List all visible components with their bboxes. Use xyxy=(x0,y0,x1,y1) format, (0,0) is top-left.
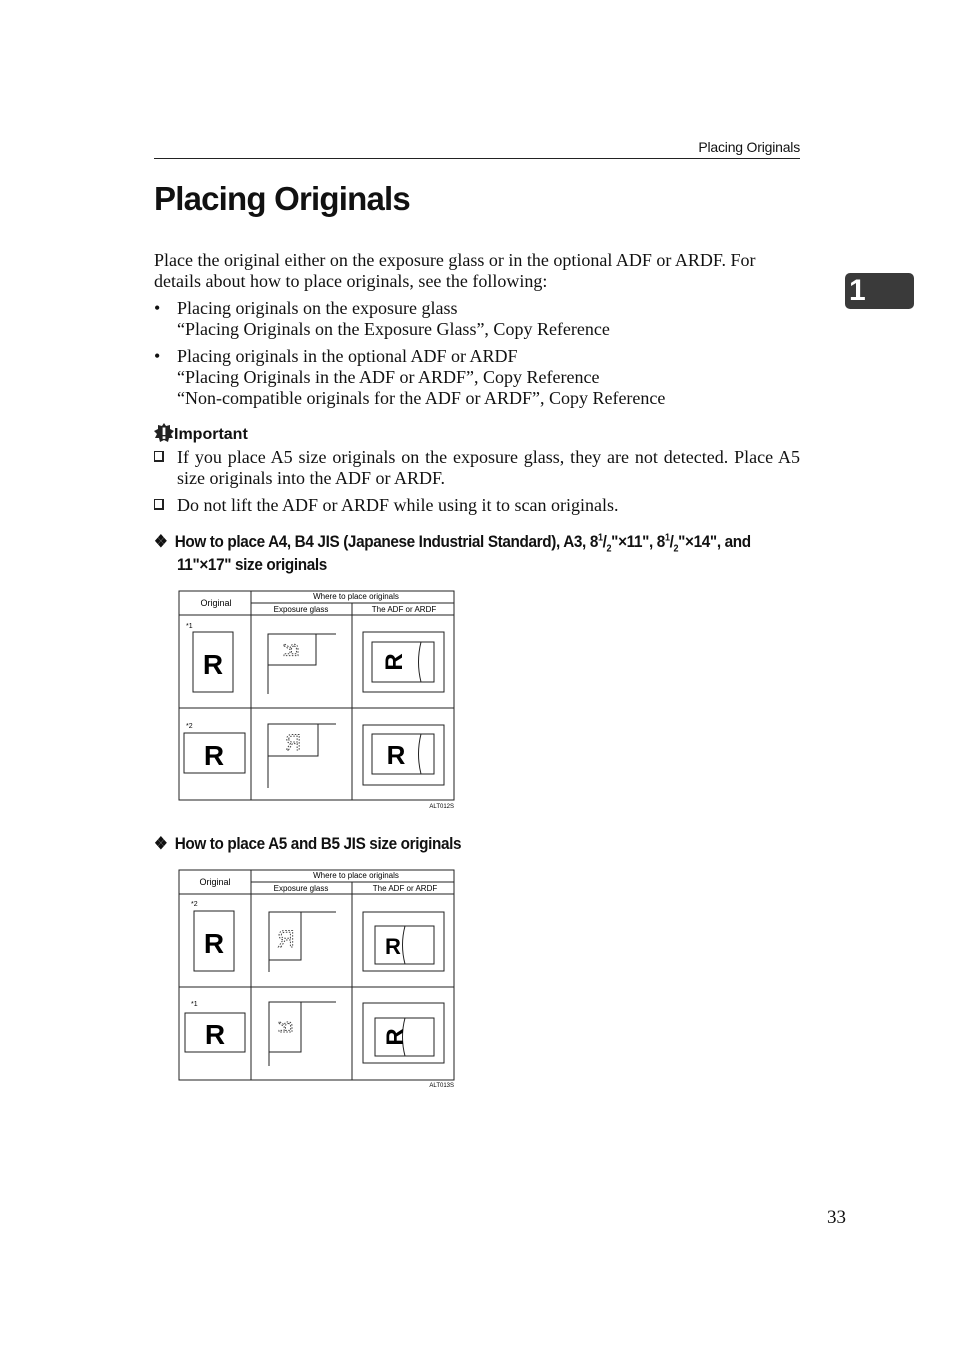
row-note: *1 xyxy=(191,1001,198,1008)
original-letter: R xyxy=(204,1019,226,1050)
header-original: Original xyxy=(200,598,232,608)
header-where: Where to place originals xyxy=(313,871,399,880)
adf-letter: R xyxy=(381,653,408,671)
bullet-item xyxy=(154,298,800,340)
adf-letter: R xyxy=(386,740,406,770)
note-text: If you place A5 size originals on the exposure glass, they are not detected. Place A5 size originals into the ADF or ARDF. xyxy=(177,447,800,488)
important-heading xyxy=(154,423,248,444)
col-adf: The ADF or ARDF xyxy=(372,884,438,893)
glass-letter-mirrored: R xyxy=(277,926,295,953)
diamond-bullet-icon: ❖ xyxy=(154,834,168,853)
original-letter: R xyxy=(203,740,225,771)
checkbox-icon xyxy=(154,451,164,462)
bullet-dot: • xyxy=(154,346,161,366)
row-note: *1 xyxy=(186,623,193,630)
col-exposure-glass: Exposure glass xyxy=(273,605,329,614)
original-letter: R xyxy=(203,928,225,959)
adf-letter: R xyxy=(382,1028,409,1046)
bullet-line: “Non-compatible originals for the ADF or ARDF”, Copy Reference xyxy=(177,388,666,408)
glass-letter-mirrored: R xyxy=(275,1020,295,1034)
bullet-line: “Placing Originals in the ADF or ARDF”, Copy Reference xyxy=(177,367,600,387)
page-number: 33 xyxy=(827,1207,846,1228)
chapter-tab: 1 xyxy=(845,273,914,309)
bullet-item xyxy=(154,346,800,409)
figure-placement-small xyxy=(178,869,458,1091)
note-item xyxy=(154,495,800,516)
running-header: Placing Originals xyxy=(698,139,800,155)
section-heading-large-sizes: ❖ How to place A4, B4 JIS (Japanese Industrial Standard), A3, $8^1/_2"\times 11$", $8^1/_2"\times 14$", and xyxy=(154,532,751,555)
col-exposure-glass: Exposure glass xyxy=(273,884,329,893)
page-title: Placing Originals xyxy=(154,180,410,217)
figure-code: ALT012S xyxy=(429,804,454,810)
figure-placement-large xyxy=(178,590,458,812)
header-original: Original xyxy=(199,877,231,887)
bullet-line: Placing originals in the optional ADF or ARDF xyxy=(177,346,518,366)
header-rule xyxy=(154,158,800,159)
bullet-line: Placing originals on the exposure glass xyxy=(177,298,458,318)
important-icon xyxy=(154,423,174,443)
figure-code: ALT013S xyxy=(429,1083,454,1089)
header-where: Where to place originals xyxy=(313,592,399,601)
section-heading-small-sizes: ❖ How to place A5 and B5 JIS size originals xyxy=(154,834,462,853)
section-heading-large-sizes-cont: 11"×17" size originals xyxy=(177,555,327,574)
bullet-line: “Placing Originals on the Exposure Glass”, Copy Reference xyxy=(177,319,610,339)
important-label: Important xyxy=(174,426,248,443)
note-item xyxy=(154,447,800,489)
glass-letter-mirrored: R xyxy=(279,642,301,658)
glass-letter-mirrored: R xyxy=(285,730,301,755)
row-note: *2 xyxy=(191,901,198,908)
note-text: Do not lift the ADF or ARDF while using it to scan originals. xyxy=(177,495,619,515)
row-note: *2 xyxy=(186,723,193,730)
original-letter: R xyxy=(202,649,224,680)
bullet-dot: • xyxy=(154,298,161,318)
diamond-bullet-icon: ❖ xyxy=(154,532,168,551)
col-adf: The ADF or ARDF xyxy=(371,605,437,614)
checkbox-icon xyxy=(154,499,164,510)
intro-paragraph: Place the original either on the exposure glass or in the optional ADF or ARDF. For details about how to place originals, see the following: xyxy=(154,250,756,291)
adf-letter: R xyxy=(385,934,401,959)
